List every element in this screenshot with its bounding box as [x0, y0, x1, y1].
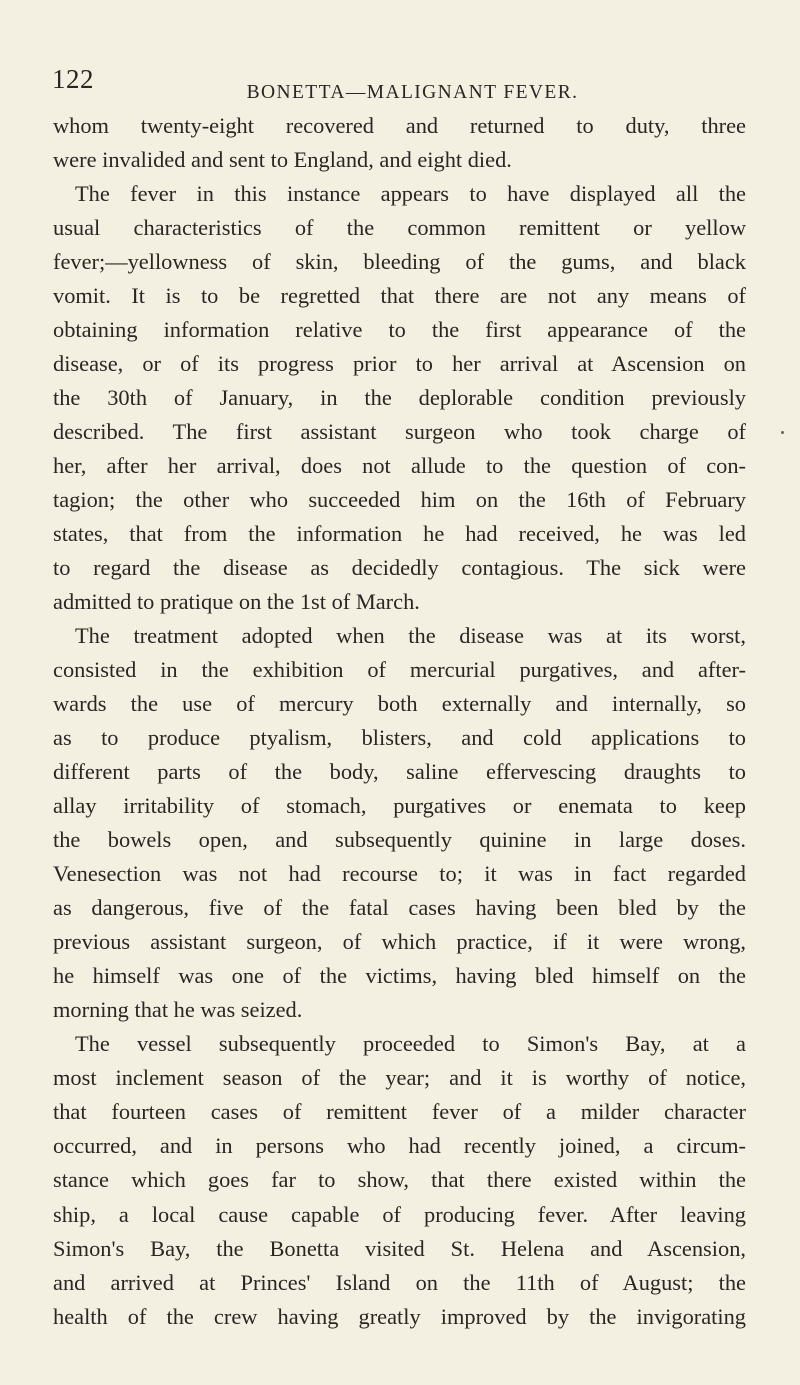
text-line: admitted to pratique on the 1st of March.	[53, 589, 420, 615]
text-line: were invalided and sent to England, and eight died.	[53, 147, 512, 173]
text-line: that fourteen cases of remittent fever of a milder character	[53, 1099, 746, 1125]
text-line: consisted in the exhibition of mercurial purgatives, and after-	[53, 657, 746, 683]
text-line: stance which goes far to show, that there existed within the	[53, 1167, 746, 1193]
text-line: occurred, and in persons who had recently joined, a circum-	[53, 1133, 746, 1159]
paper-speck	[781, 431, 784, 434]
text-line: obtaining information relative to the first appearance of the	[53, 317, 746, 343]
text-line: tagion; the other who succeeded him on the 16th of February	[53, 487, 746, 513]
text-line: vomit. It is to be regretted that there are not any means of	[53, 283, 746, 309]
text-line: health of the crew having greatly improved by the invigorating	[53, 1303, 746, 1329]
text-line: whom twenty-eight recovered and returned to duty, three	[53, 113, 746, 138]
text-line: states, that from the information he had received, he was led	[53, 521, 746, 547]
text-line: and arrived at Princes' Island on the 11th of August; the	[53, 1269, 746, 1295]
text-line: The fever in this instance appears to have displayed all the	[75, 181, 746, 207]
text-line: as to produce ptyalism, blisters, and cold applications to	[53, 725, 746, 751]
page-number: 122	[52, 64, 94, 94]
running-head: BONETTA—MALIGNANT FEVER.	[246, 82, 579, 103]
text-line: he himself was one of the victims, having bled himself on the	[53, 963, 746, 989]
text-line: wards the use of mercury both externally and internally, so	[53, 691, 746, 717]
text-line: as dangerous, five of the fatal cases having been bled by the	[53, 895, 746, 921]
text-line: different parts of the body, saline effervescing draughts to	[53, 759, 746, 785]
text-line: morning that he was seized.	[53, 997, 303, 1023]
text-line: The vessel subsequently proceeded to Simon's Bay, at a	[75, 1031, 746, 1057]
text-line: previous assistant surgeon, of which practice, if it were wrong,	[53, 929, 746, 955]
body-text	[53, 109, 746, 1334]
text-line: most inclement season of the year; and it is worthy of notice,	[53, 1065, 746, 1091]
text-line: usual characteristics of the common remittent or yellow	[53, 215, 746, 241]
text-line: the bowels open, and subsequently quinine in large doses.	[53, 827, 746, 853]
text-line: Venesection was not had recourse to; it was in fact regarded	[53, 861, 746, 887]
text-line: disease, or of its progress prior to her arrival at Ascension on	[53, 351, 746, 377]
text-line: Simon's Bay, the Bonetta visited St. Helena and Ascension,	[53, 1235, 746, 1261]
text-line: described. The first assistant surgeon who took charge of	[53, 419, 746, 445]
text-line: her, after her arrival, does not allude to the question of con-	[53, 453, 746, 479]
text-line: ship, a local cause capable of producing fever. After leaving	[53, 1201, 746, 1227]
text-line: fever;—yellowness of skin, bleeding of the gums, and black	[53, 249, 746, 275]
text-line: the 30th of January, in the deplorable condition previously	[53, 385, 746, 411]
text-line: The treatment adopted when the disease was at its worst,	[75, 623, 746, 649]
text-line: to regard the disease as decidedly contagious. The sick were	[53, 555, 746, 581]
text-line: allay irritability of stomach, purgatives or enemata to keep	[53, 793, 746, 819]
